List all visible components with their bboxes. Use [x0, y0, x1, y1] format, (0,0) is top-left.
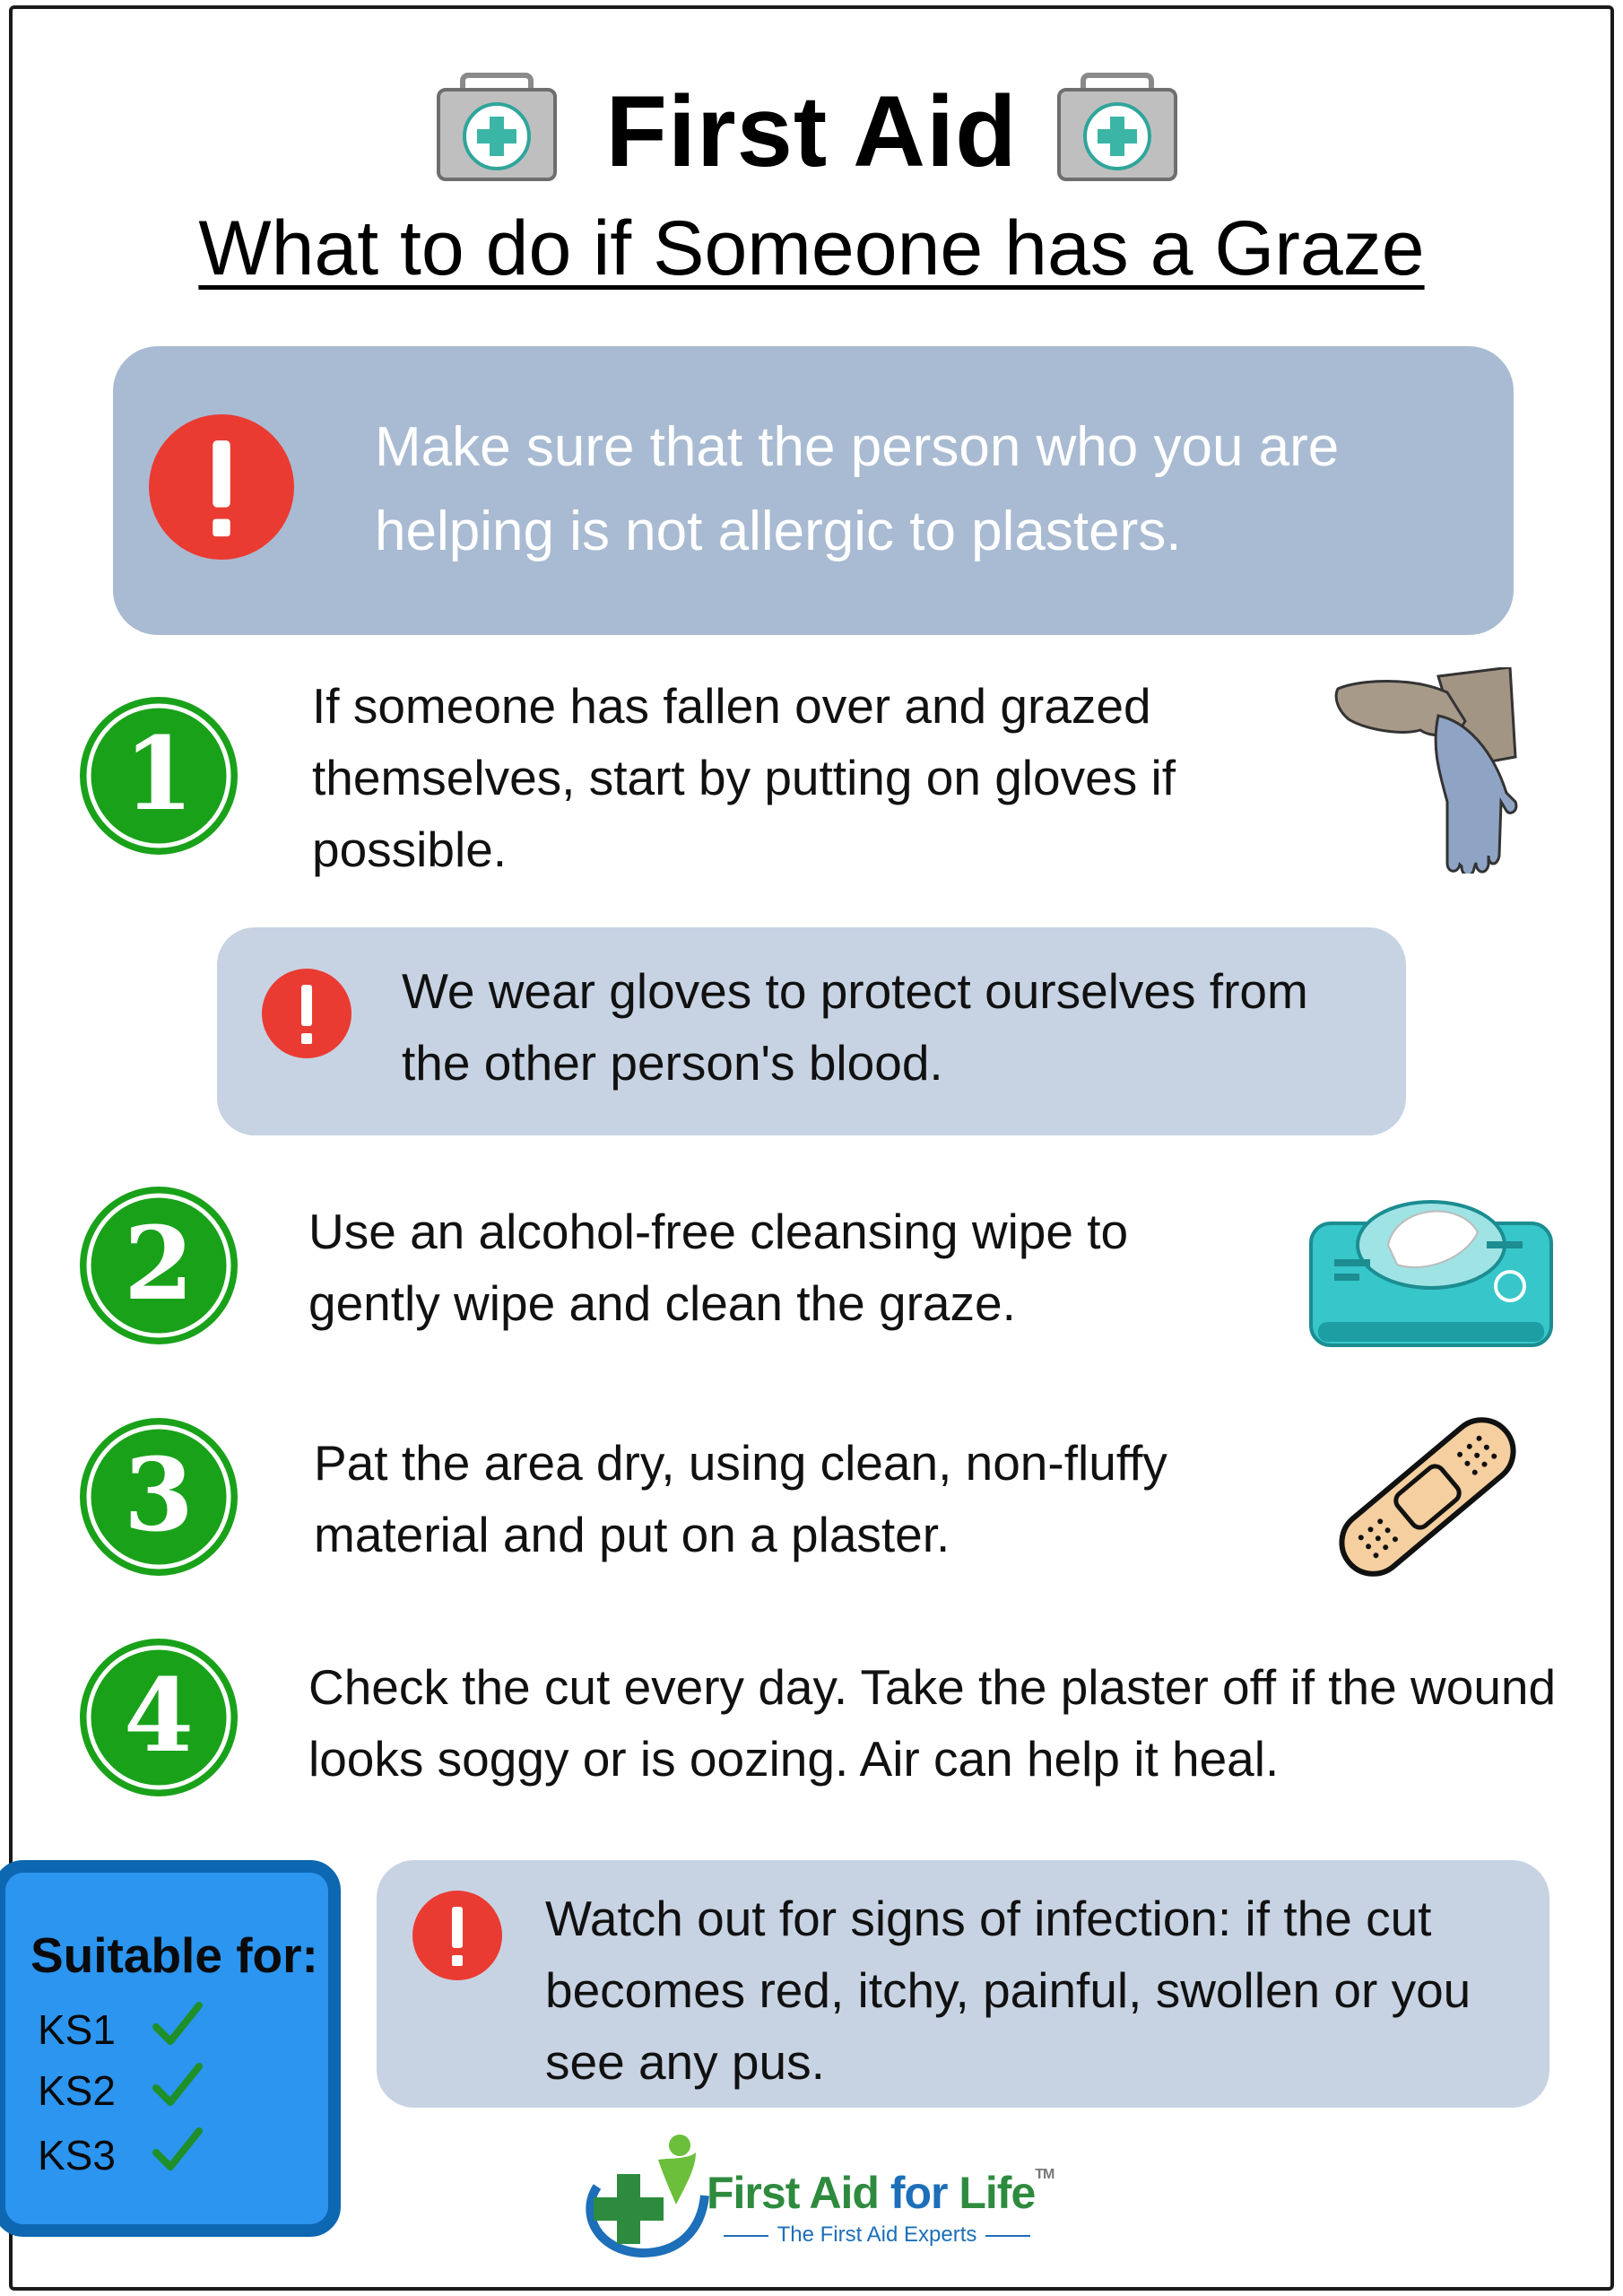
suitable-for-title: Suitable for: [30, 1927, 318, 1983]
logo-name-for: for [890, 2168, 959, 2218]
level-label: KS3 [38, 2132, 116, 2179]
checkmark-icon [151, 2059, 204, 2113]
step-4-number: 4 [124, 1657, 194, 1775]
level-label: KS1 [38, 2006, 116, 2053]
step-3-badge [77, 1415, 240, 1578]
step-2-number: 2 [124, 1205, 194, 1323]
exclamation-icon [149, 414, 294, 560]
exclamation-icon [262, 969, 352, 1058]
suitable-for-panel [0, 1860, 341, 2237]
exclamation-icon [412, 1891, 502, 1980]
step-1-number: 1 [124, 716, 194, 833]
gloves-info-text: We wear gloves to protect ourselves from the other person's blood. [402, 963, 1308, 1091]
step-2-badge [77, 1184, 240, 1347]
infection-warning-callout [377, 1860, 1549, 2108]
suitable-level-ks2 [38, 2066, 116, 2120]
logo-mark-icon [570, 2133, 714, 2258]
page-subtitle: What to do if Someone has a Graze [198, 205, 1425, 291]
suitable-level-ks1 [38, 2005, 116, 2059]
first-aid-for-life-logo [570, 2133, 1072, 2258]
logo-tagline [707, 2222, 1047, 2248]
first-aid-kit-icon [1056, 72, 1178, 183]
logo-trademark: TM [1035, 2167, 1055, 2182]
plaster-icon [1331, 1403, 1524, 1591]
suitable-level-ks3 [38, 2131, 116, 2185]
gloves-icon [1331, 667, 1524, 874]
step-1-badge [77, 694, 240, 857]
logo-name-life: Life [959, 2168, 1036, 2218]
infection-warning-text: Watch out for signs of infection: if the cut becomes red, itchy, painful, swollen or you see any pus. [545, 1891, 1471, 2090]
checkmark-icon [151, 1998, 204, 2052]
step-1-text: If someone has fallen over and grazed themselves, start by putting on gloves if possible. [312, 678, 1176, 877]
allergy-warning-text: Make sure that the person who you are helping is not allergic to plasters. [375, 416, 1340, 563]
logo-name-first: First Aid [707, 2168, 890, 2218]
step-4-badge [77, 1636, 240, 1799]
step-4-text: Check the cut every day. Take the plaster off if the wound looks soggy or is oozing. Air can help it heal. [308, 1659, 1557, 1787]
page-title: First Aid [605, 75, 1018, 187]
step-2-text: Use an alcohol-free cleansing wipe to gently wipe and clean the graze. [308, 1204, 1129, 1331]
level-label: KS2 [38, 2067, 116, 2114]
step-3-number: 3 [124, 1437, 194, 1554]
wipes-pack-icon [1307, 1187, 1555, 1351]
logo-name [707, 2167, 1054, 2219]
allergy-warning-callout [113, 346, 1514, 635]
logo-tagline-text: The First Aid Experts [777, 2222, 977, 2247]
step-3-text: Pat the area dry, using clean, non-fluffy material and put on a plaster. [314, 1435, 1167, 1562]
checkmark-icon [151, 2124, 204, 2178]
title-row [0, 65, 1623, 190]
gloves-info-callout [217, 927, 1406, 1135]
